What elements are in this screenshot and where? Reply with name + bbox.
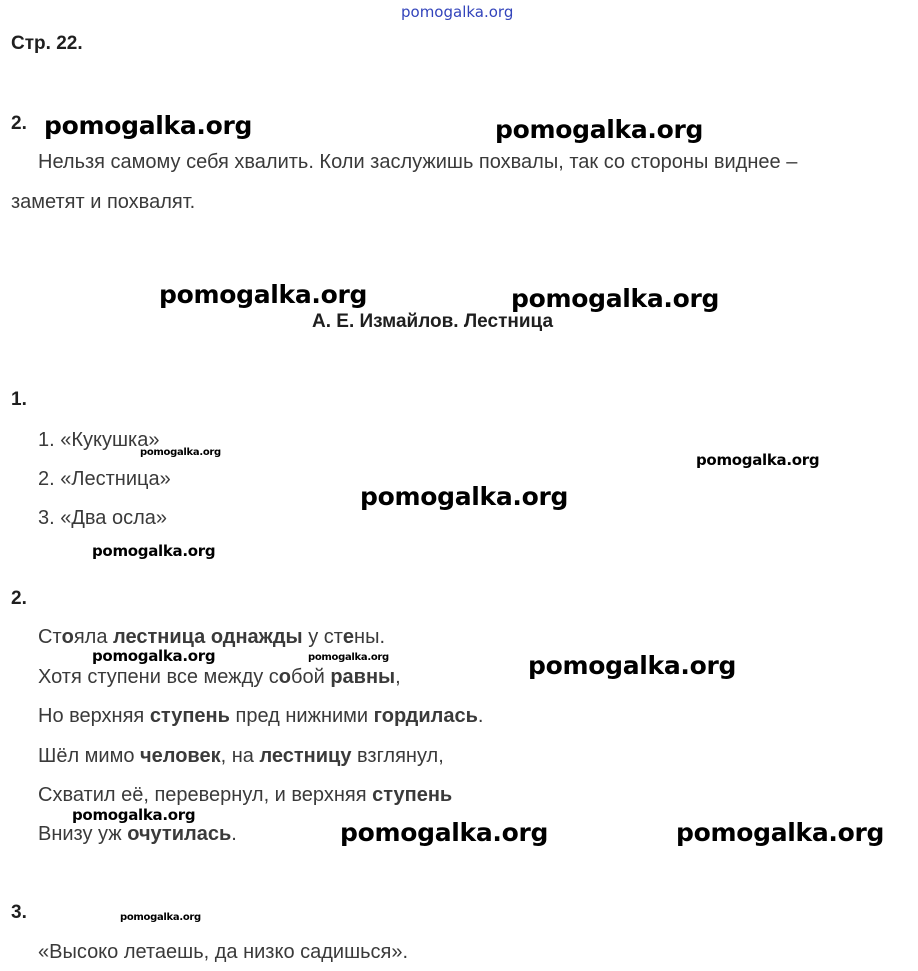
watermark: pomogalka.org [528,651,737,680]
task-text-line-2: заметят и похвалят. [11,191,196,213]
poem-bold-word: гордилась [373,705,478,727]
poem-text: у ст [302,626,343,648]
watermark: pomogalka.org [676,818,885,847]
poem-text: Внизу уж [38,823,128,845]
watermark: pomogalka.org [360,482,569,511]
poem-text: Но верхняя [38,705,150,727]
poem-text: бой [291,666,331,688]
poem-text: , на [220,745,260,767]
watermark: pomogalka.org [44,111,253,140]
poem-text: Хотя ступени все между с [38,666,279,688]
task-text-line-1: Нельзя самому себя хвалить. Коли заслужишь похвалы, так со стороны виднее – [38,151,798,173]
watermark: pomogalka.org [495,115,704,144]
poem-bold-word: лестницу [259,745,352,767]
poem-text: пред нижними [229,705,374,727]
poem-text: , [395,666,401,688]
watermark: pomogalka.org [340,818,549,847]
watermark: pomogalka.org [72,806,196,824]
poem-bold-word: о [61,626,74,648]
poem-text: . [231,823,237,845]
header-site-watermark: pomogalka.org [401,3,514,21]
watermark: pomogalka.org [308,652,389,663]
poem-bold-word: равны [330,666,396,688]
poem-bold-word: о [278,666,292,688]
watermark: pomogalka.org [120,912,201,923]
task-number: 2. [11,113,27,134]
poem-line [38,665,401,689]
question-2-number: 2. [11,588,27,609]
answer-list-item-3: 3. «Два осла» [38,507,168,529]
watermark: pomogalka.org [696,451,820,469]
answer-list-item-1: 1. «Кукушка» [38,429,160,451]
poem-bold-word: человек [140,745,221,767]
watermark: pomogalka.org [159,280,368,309]
poem-text: взглянул, [351,745,444,767]
poem-text: Ст [38,626,62,648]
watermark: pomogalka.org [511,284,720,313]
poem-text: . [477,705,484,727]
watermark: pomogalka.org [92,647,216,665]
watermark: pomogalka.org [140,447,221,458]
poem-text: ны. [354,626,386,648]
poem-line [38,744,444,768]
poem-text: Шёл мимо [38,745,141,767]
poem-line [38,704,483,728]
poem-line [38,783,452,807]
question-1-number: 1. [11,389,27,410]
question-3-number: 3. [11,902,27,923]
poem-text: яла [73,626,114,648]
watermark: pomogalka.org [92,542,216,560]
question-3-answer: «Высоко летаешь, да низко садишься». [38,941,409,963]
poem-bold-word: е [342,626,355,648]
poem-bold-word: ступень [149,705,230,727]
poem-line [38,625,385,649]
answer-list-item-2: 2. «Лестница» [38,468,171,490]
poem-bold-word: лестница однажды [113,626,303,648]
poem-bold-word: очутилась [127,823,232,845]
poem-bold-word: ступень [372,784,453,806]
poem-line [38,822,237,846]
section-title: А. Е. Измайлов. Лестница [312,311,554,332]
page-label: Стр. 22. [11,33,83,54]
poem-text: Схватил её, перевернул, и верхняя [38,784,373,806]
